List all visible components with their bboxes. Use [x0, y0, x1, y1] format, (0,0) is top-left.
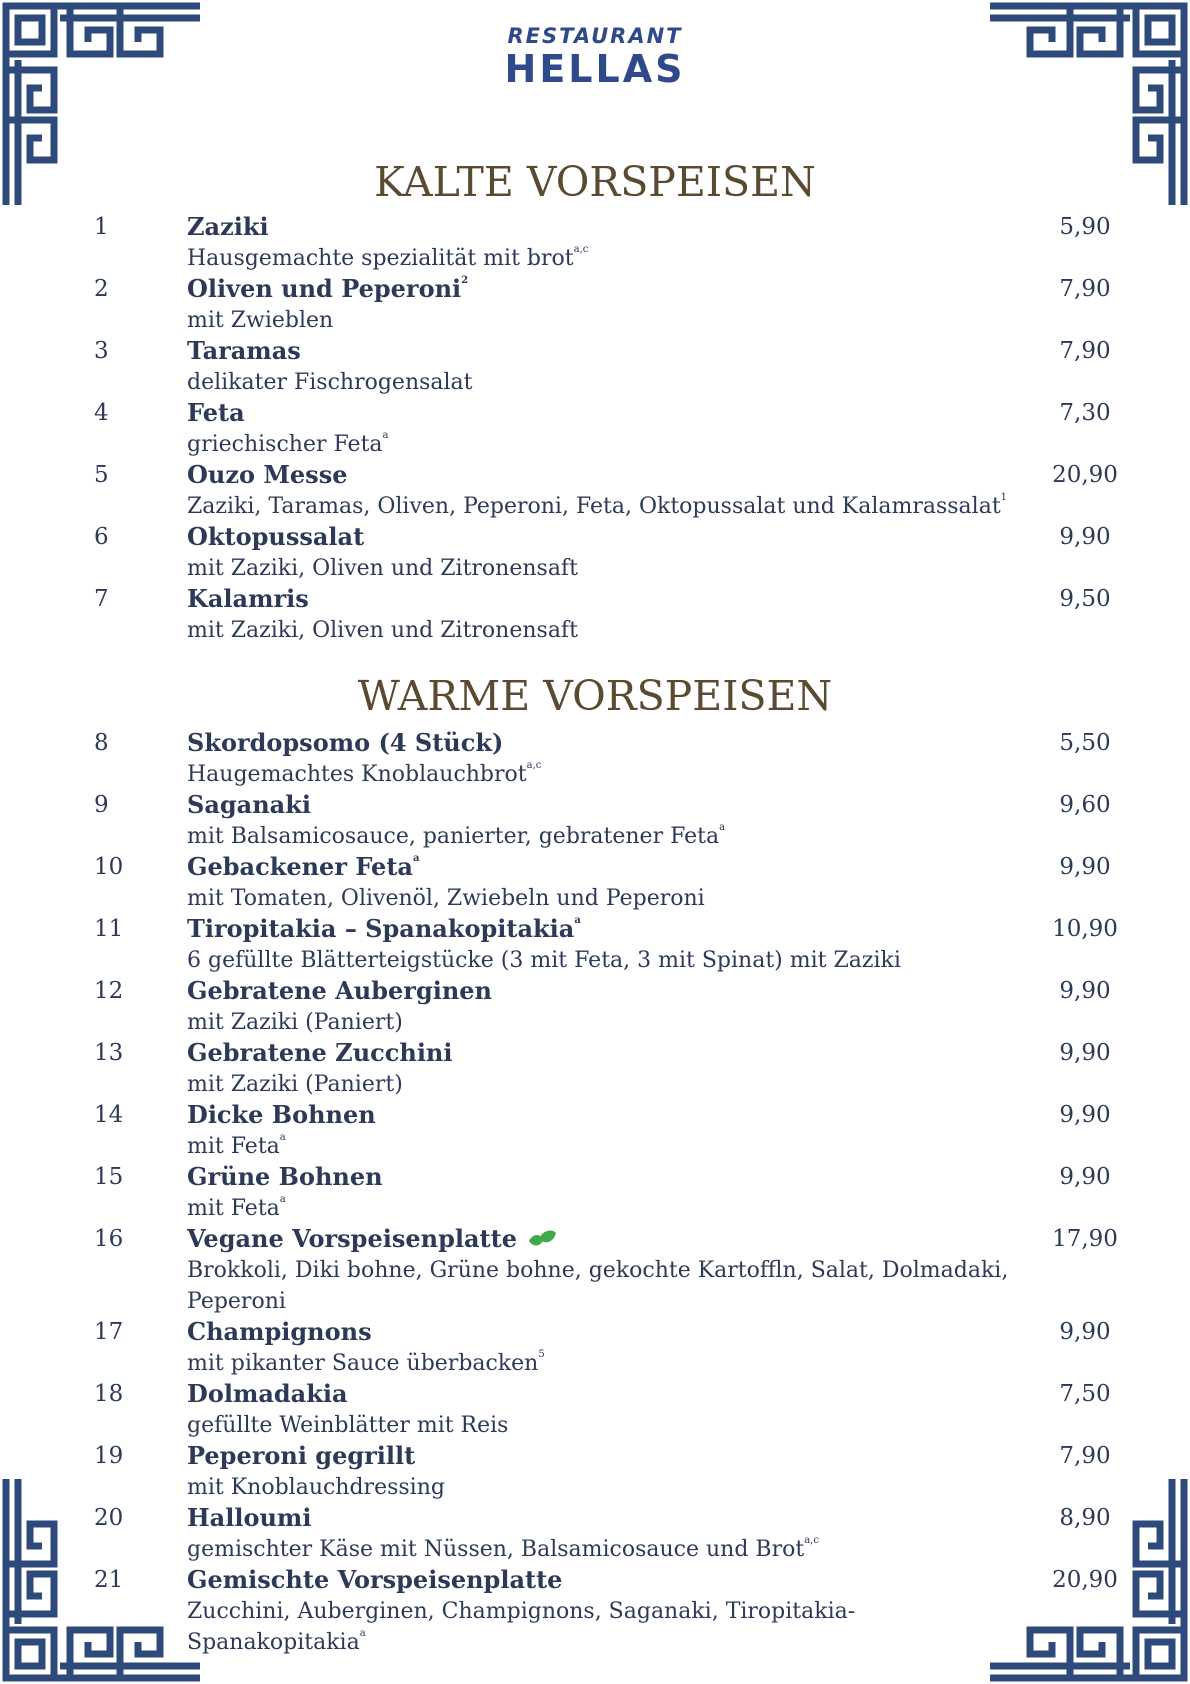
item-name	[187, 914, 581, 944]
menu-item	[0, 522, 1190, 584]
item-description-text: gemischter Käse mit Nüssen, Balsamicosauce und Brot	[187, 1537, 805, 1562]
item-description	[187, 1007, 1027, 1038]
item-description-text: Haugemachtes Knoblauchbrot	[187, 762, 527, 787]
item-price: 7,50	[1059, 1381, 1111, 1407]
item-name-text: Gebackener Feta	[187, 852, 413, 881]
allergen-note: a	[574, 915, 581, 926]
item-number: 8	[94, 730, 109, 756]
menu-item	[0, 1038, 1190, 1100]
item-description	[187, 1131, 1027, 1162]
item-price: 7,30	[1059, 400, 1111, 426]
allergen-note: a	[412, 853, 420, 864]
item-description	[187, 1534, 1027, 1565]
item-description	[187, 553, 1027, 584]
item-description	[187, 1348, 1027, 1379]
allergen-note: a	[279, 1132, 286, 1143]
allergen-note: 1	[1000, 492, 1008, 503]
item-name-text: Kalamris	[187, 584, 309, 613]
item-description	[187, 883, 1027, 914]
item-number: 4	[94, 400, 109, 426]
menu-item	[0, 274, 1190, 336]
logo-top-text: RESTAURANT	[507, 24, 683, 48]
item-number: 20	[94, 1505, 124, 1531]
item-number: 19	[94, 1443, 124, 1469]
menu-item	[0, 914, 1190, 976]
item-price: 20,90	[1052, 1567, 1118, 1593]
item-price: 9,90	[1059, 524, 1111, 550]
item-name	[187, 976, 492, 1006]
item-number: 9	[94, 792, 109, 818]
allergen-note: 2	[461, 275, 469, 286]
item-name	[187, 398, 245, 428]
menu-item	[0, 1100, 1190, 1162]
item-number: 14	[94, 1102, 124, 1128]
item-description-text: Hausgemachte spezialität mit brot	[187, 246, 574, 271]
item-name-text: Tiropitakia – Spanakopitakia	[187, 914, 575, 943]
item-description	[187, 759, 1027, 790]
item-price: 10,90	[1052, 916, 1118, 942]
item-name-text: Saganaki	[187, 790, 311, 819]
item-description-text: gefüllte Weinblätter mit Reis	[187, 1413, 509, 1438]
menu-item	[0, 1441, 1190, 1503]
item-name	[187, 1565, 562, 1595]
item-description-text: Zaziki, Taramas, Oliven, Peperoni, Feta, Oktopussalat und Kalamrassalat	[187, 494, 1001, 519]
item-price: 9,90	[1059, 1040, 1111, 1066]
item-description-text: mit Zaziki (Paniert)	[187, 1072, 403, 1097]
item-number: 6	[94, 524, 109, 550]
item-price: 7,90	[1059, 1443, 1111, 1469]
item-price: 9,90	[1059, 978, 1111, 1004]
item-name	[187, 460, 347, 490]
item-description-text: mit Zaziki, Oliven und Zitronensaft	[187, 556, 578, 581]
item-description-text: Brokkoli, Diki bohne, Grüne bohne, gekochte Kartoffln, Salat, Dolmadaki, Peperoni	[187, 1258, 1009, 1314]
item-name	[187, 1162, 383, 1192]
item-name	[187, 1441, 415, 1471]
item-name	[187, 852, 419, 882]
menu-item	[0, 852, 1190, 914]
item-name	[187, 1224, 557, 1256]
item-name	[187, 728, 503, 758]
item-number: 10	[94, 854, 124, 880]
allergen-note: a	[382, 430, 389, 441]
item-name-text: Feta	[187, 398, 245, 427]
item-name	[187, 1038, 453, 1068]
item-price: 7,90	[1059, 276, 1111, 302]
item-description-text: mit Tomaten, Olivenöl, Zwiebeln und Peperoni	[187, 886, 705, 911]
logo-main-text: HELLAS	[504, 47, 686, 91]
item-name	[187, 790, 311, 820]
item-name-text: Dolmadakia	[187, 1379, 348, 1408]
item-description	[187, 945, 1027, 976]
item-name-text: Taramas	[187, 336, 301, 365]
item-description-text: mit Zwieblen	[187, 308, 334, 333]
item-number: 12	[94, 978, 124, 1004]
menu-item	[0, 1565, 1190, 1655]
item-price: 9,60	[1059, 792, 1111, 818]
item-price: 9,90	[1059, 1319, 1111, 1345]
item-name-text: Oliven und Peperoni	[187, 274, 462, 303]
item-description	[187, 1255, 1027, 1317]
item-name-text: Gebratene Zucchini	[187, 1038, 453, 1067]
item-name-text: Gemischte Vorspeisenplatte	[187, 1565, 563, 1594]
item-price: 9,90	[1059, 1102, 1111, 1128]
item-description	[187, 429, 1027, 460]
menu-item	[0, 728, 1190, 790]
restaurant-logo	[0, 24, 1190, 90]
item-description	[187, 821, 1027, 852]
item-description-text: griechischer Feta	[187, 432, 383, 457]
item-name-text: Peperoni gegrillt	[187, 1441, 416, 1470]
item-price: 20,90	[1052, 462, 1118, 488]
item-number: 13	[94, 1040, 124, 1066]
item-description	[187, 1472, 1027, 1503]
item-name-text: Gebratene Auberginen	[187, 976, 493, 1005]
item-name-text: Vegane Vorspeisenplatte	[187, 1224, 517, 1253]
menu-item	[0, 1379, 1190, 1441]
item-number: 15	[94, 1164, 124, 1190]
item-name-text: Grüne Bohnen	[187, 1162, 383, 1191]
item-description-text: Zucchini, Auberginen, Champignons, Saganaki, Tiropitakia-Spanakopitakia	[187, 1599, 856, 1655]
item-price: 8,90	[1059, 1505, 1111, 1531]
item-name-text: Dicke Bohnen	[187, 1100, 376, 1129]
item-description-text: mit Feta	[187, 1134, 280, 1159]
item-name	[187, 274, 468, 304]
leaf-icon	[527, 1226, 557, 1256]
item-description	[187, 1410, 1027, 1441]
item-description	[187, 243, 1027, 274]
item-name	[187, 212, 269, 242]
item-name	[187, 1100, 376, 1130]
item-number: 18	[94, 1381, 124, 1407]
item-name	[187, 1317, 372, 1347]
item-description	[187, 491, 1027, 522]
item-name-text: Skordopsomo (4 Stück)	[187, 728, 504, 757]
menu-item	[0, 790, 1190, 852]
allergen-note: a	[279, 1194, 286, 1205]
item-number: 21	[94, 1567, 124, 1593]
item-description-text: mit Feta	[187, 1196, 280, 1221]
menu-item	[0, 976, 1190, 1038]
item-description-text: mit Knoblauchdressing	[187, 1475, 445, 1500]
menu-item	[0, 1224, 1190, 1317]
menu-item	[0, 460, 1190, 522]
item-description-text: mit Balsamicosauce, panierter, gebratener Feta	[187, 824, 720, 849]
menu-item	[0, 398, 1190, 460]
item-description-text: 6 gefüllte Blätterteigstücke (3 mit Feta, 3 mit Spinat) mit Zaziki	[187, 948, 901, 973]
item-number: 7	[94, 586, 109, 612]
item-description-text: mit Zaziki (Paniert)	[187, 1010, 403, 1035]
item-number: 16	[94, 1226, 124, 1252]
item-number: 2	[94, 276, 109, 302]
item-number: 5	[94, 462, 109, 488]
item-name	[187, 1503, 311, 1533]
item-name	[187, 522, 364, 552]
item-name-text: Ouzo Messe	[187, 460, 348, 489]
allergen-note: a,c	[804, 1535, 819, 1546]
item-description-text: delikater Fischrogensalat	[187, 370, 473, 395]
item-name	[187, 584, 309, 614]
item-description	[187, 1193, 1027, 1224]
item-name-text: Champignons	[187, 1317, 372, 1346]
item-price: 17,90	[1052, 1226, 1118, 1252]
item-description	[187, 1069, 1027, 1100]
menu-item	[0, 584, 1190, 646]
item-price: 5,90	[1059, 214, 1111, 240]
allergen-note: a,c	[573, 244, 589, 255]
item-number: 17	[94, 1319, 124, 1345]
menu-item	[0, 212, 1190, 274]
section-title-cold-starters: KALTE VORSPEISEN	[374, 158, 816, 206]
item-price: 7,90	[1059, 338, 1111, 364]
item-price: 5,50	[1059, 730, 1111, 756]
item-name	[187, 336, 301, 366]
item-number: 1	[94, 214, 109, 240]
item-number: 3	[94, 338, 109, 364]
item-name-text: Zaziki	[187, 212, 269, 241]
item-name	[187, 1379, 348, 1409]
menu-item	[0, 1503, 1190, 1565]
allergen-note: 5	[538, 1349, 545, 1360]
item-name-text: Halloumi	[187, 1503, 312, 1532]
item-description	[187, 615, 1027, 646]
menu-item	[0, 336, 1190, 398]
item-number: 11	[94, 916, 124, 942]
menu-item	[0, 1162, 1190, 1224]
item-description-text: mit Zaziki, Oliven und Zitronensaft	[187, 618, 578, 643]
item-price: 9,50	[1059, 586, 1111, 612]
allergen-note: a	[719, 822, 726, 833]
item-description	[187, 367, 1027, 398]
allergen-note: a	[359, 1628, 366, 1639]
section-title-warm-starters: WARME VORSPEISEN	[357, 672, 833, 720]
allergen-note: a,c	[526, 760, 542, 771]
item-price: 9,90	[1059, 1164, 1111, 1190]
item-price: 9,90	[1059, 854, 1111, 880]
item-description	[187, 1596, 1027, 1658]
item-name-text: Oktopussalat	[187, 522, 365, 551]
item-description	[187, 305, 1027, 336]
menu-item	[0, 1317, 1190, 1379]
item-description-text: mit pikanter Sauce überbacken	[187, 1351, 539, 1376]
